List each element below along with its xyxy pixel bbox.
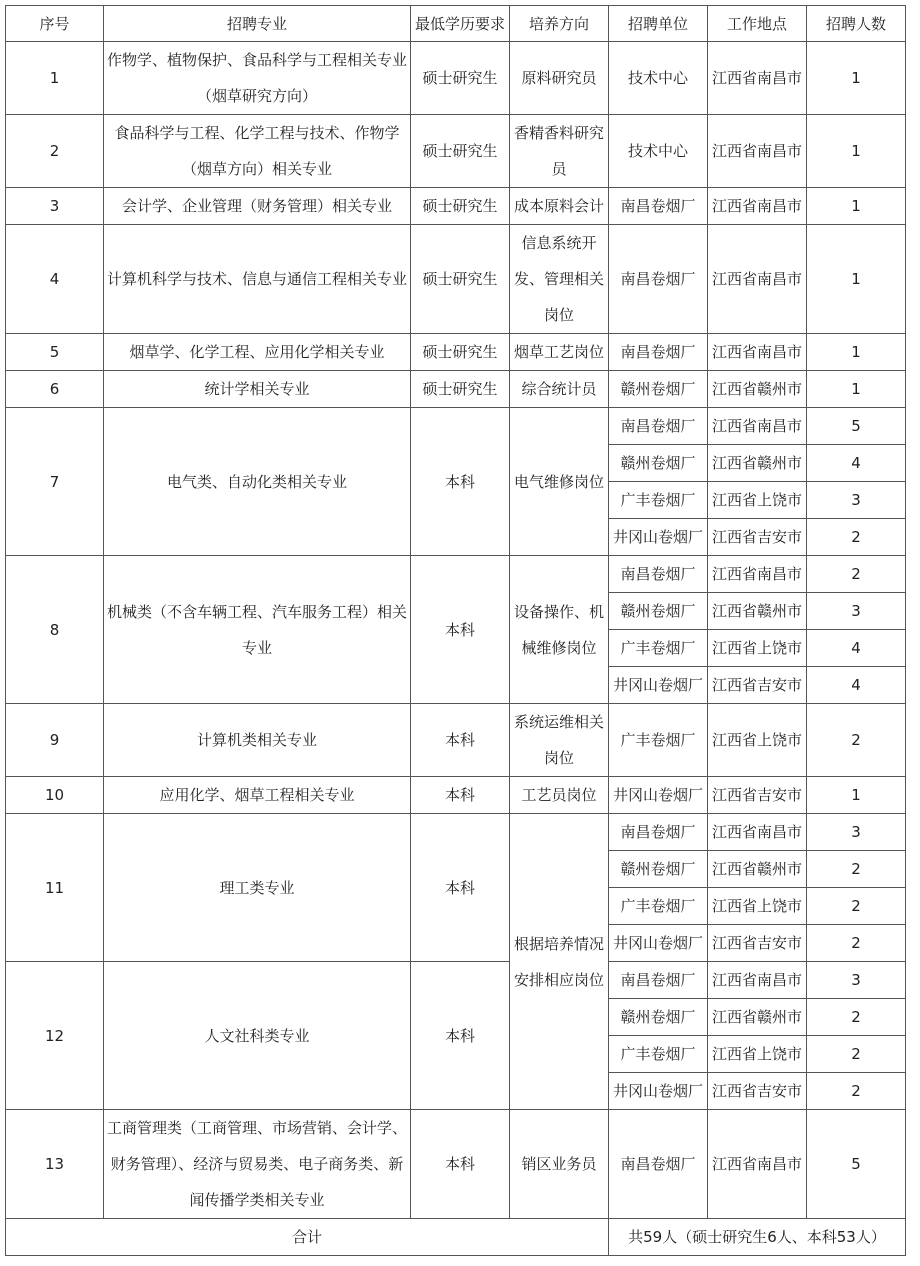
row-number: 6 xyxy=(6,371,104,408)
location-cell: 江西省赣州市 xyxy=(708,851,807,888)
count-cell: 1 xyxy=(807,42,906,115)
row-number: 8 xyxy=(6,556,104,704)
count-cell: 3 xyxy=(807,593,906,630)
col-count-header: 招聘人数 xyxy=(807,6,906,42)
count-cell: 3 xyxy=(807,962,906,999)
count-cell: 5 xyxy=(807,1110,906,1219)
row-number: 7 xyxy=(6,408,104,556)
location-cell: 江西省吉安市 xyxy=(708,777,807,814)
education-cell: 本科 xyxy=(411,777,510,814)
location-cell: 江西省南昌市 xyxy=(708,962,807,999)
unit-cell: 南昌卷烟厂 xyxy=(609,962,708,999)
count-cell: 4 xyxy=(807,667,906,704)
row-number: 9 xyxy=(6,704,104,777)
education-cell: 硕士研究生 xyxy=(411,334,510,371)
table-row xyxy=(6,42,906,115)
unit-cell: 南昌卷烟厂 xyxy=(609,556,708,593)
direction-cell: 工艺员岗位 xyxy=(510,777,609,814)
col-location-header: 工作地点 xyxy=(708,6,807,42)
table-row xyxy=(6,704,906,777)
table-row xyxy=(6,225,906,334)
count-cell: 2 xyxy=(807,888,906,925)
location-cell: 江西省赣州市 xyxy=(708,593,807,630)
row-number: 11 xyxy=(6,814,104,962)
unit-cell: 井冈山卷烟厂 xyxy=(609,519,708,556)
direction-cell: 成本原料会计 xyxy=(510,188,609,225)
location-cell: 江西省赣州市 xyxy=(708,371,807,408)
unit-cell: 南昌卷烟厂 xyxy=(609,225,708,334)
unit-cell: 广丰卷烟厂 xyxy=(609,888,708,925)
direction-cell: 信息系统开发、管理相关岗位 xyxy=(510,225,609,334)
total-label: 合计 xyxy=(6,1219,609,1256)
direction-cell: 综合统计员 xyxy=(510,371,609,408)
direction-cell: 系统运维相关岗位 xyxy=(510,704,609,777)
count-cell: 5 xyxy=(807,408,906,445)
education-cell: 本科 xyxy=(411,1110,510,1219)
count-cell: 2 xyxy=(807,519,906,556)
row-number: 5 xyxy=(6,334,104,371)
location-cell: 江西省南昌市 xyxy=(708,225,807,334)
location-cell: 江西省赣州市 xyxy=(708,999,807,1036)
location-cell: 江西省南昌市 xyxy=(708,42,807,115)
col-unit-header: 招聘单位 xyxy=(609,6,708,42)
direction-cell: 根据培养情况安排相应岗位 xyxy=(510,814,609,1110)
education-cell: 硕士研究生 xyxy=(411,188,510,225)
direction-cell: 原料研究员 xyxy=(510,42,609,115)
education-cell: 本科 xyxy=(411,962,510,1110)
unit-cell: 井冈山卷烟厂 xyxy=(609,925,708,962)
unit-cell: 赣州卷烟厂 xyxy=(609,851,708,888)
unit-cell: 广丰卷烟厂 xyxy=(609,630,708,667)
header-row xyxy=(6,6,906,42)
education-cell: 本科 xyxy=(411,814,510,962)
unit-cell: 广丰卷烟厂 xyxy=(609,482,708,519)
row-number: 3 xyxy=(6,188,104,225)
col-direction-header: 培养方向 xyxy=(510,6,609,42)
table-row xyxy=(6,962,906,999)
row-number: 12 xyxy=(6,962,104,1110)
table-row xyxy=(6,408,906,445)
location-cell: 江西省南昌市 xyxy=(708,814,807,851)
table-header xyxy=(6,6,906,42)
unit-cell: 赣州卷烟厂 xyxy=(609,371,708,408)
unit-cell: 广丰卷烟厂 xyxy=(609,1036,708,1073)
location-cell: 江西省南昌市 xyxy=(708,115,807,188)
unit-cell: 南昌卷烟厂 xyxy=(609,1110,708,1219)
location-cell: 江西省吉安市 xyxy=(708,1073,807,1110)
row-number: 1 xyxy=(6,42,104,115)
unit-cell: 井冈山卷烟厂 xyxy=(609,667,708,704)
count-cell: 4 xyxy=(807,445,906,482)
unit-cell: 南昌卷烟厂 xyxy=(609,408,708,445)
unit-cell: 南昌卷烟厂 xyxy=(609,334,708,371)
major-cell: 食品科学与工程、化学工程与技术、作物学（烟草方向）相关专业 xyxy=(104,115,411,188)
location-cell: 江西省吉安市 xyxy=(708,667,807,704)
location-cell: 江西省南昌市 xyxy=(708,556,807,593)
count-cell: 1 xyxy=(807,188,906,225)
direction-cell: 香精香料研究员 xyxy=(510,115,609,188)
table-row xyxy=(6,334,906,371)
row-number: 2 xyxy=(6,115,104,188)
direction-cell: 电气维修岗位 xyxy=(510,408,609,556)
count-cell: 1 xyxy=(807,371,906,408)
location-cell: 江西省南昌市 xyxy=(708,334,807,371)
count-cell: 2 xyxy=(807,1073,906,1110)
count-cell: 1 xyxy=(807,777,906,814)
location-cell: 江西省上饶市 xyxy=(708,482,807,519)
location-cell: 江西省南昌市 xyxy=(708,188,807,225)
count-cell: 2 xyxy=(807,851,906,888)
education-cell: 硕士研究生 xyxy=(411,42,510,115)
col-edu-header: 最低学历要求 xyxy=(411,6,510,42)
location-cell: 江西省上饶市 xyxy=(708,704,807,777)
education-cell: 本科 xyxy=(411,408,510,556)
major-cell: 烟草学、化学工程、应用化学相关专业 xyxy=(104,334,411,371)
count-cell: 2 xyxy=(807,556,906,593)
table-row xyxy=(6,371,906,408)
location-cell: 江西省南昌市 xyxy=(708,1110,807,1219)
table-footer xyxy=(6,1219,906,1256)
count-cell: 2 xyxy=(807,704,906,777)
major-cell: 机械类（不含车辆工程、汽车服务工程）相关专业 xyxy=(104,556,411,704)
count-cell: 2 xyxy=(807,999,906,1036)
major-cell: 统计学相关专业 xyxy=(104,371,411,408)
unit-cell: 技术中心 xyxy=(609,42,708,115)
count-cell: 1 xyxy=(807,115,906,188)
education-cell: 硕士研究生 xyxy=(411,115,510,188)
table-row xyxy=(6,556,906,593)
total-row xyxy=(6,1219,906,1256)
row-number: 13 xyxy=(6,1110,104,1219)
unit-cell: 赣州卷烟厂 xyxy=(609,593,708,630)
major-cell: 计算机类相关专业 xyxy=(104,704,411,777)
major-cell: 工商管理类（工商管理、市场营销、会计学、财务管理）、经济与贸易类、电子商务类、新闻传播学类相关专业 xyxy=(104,1110,411,1219)
location-cell: 江西省上饶市 xyxy=(708,1036,807,1073)
unit-cell: 赣州卷烟厂 xyxy=(609,999,708,1036)
unit-cell: 赣州卷烟厂 xyxy=(609,445,708,482)
table-body xyxy=(6,42,906,1219)
major-cell: 理工类专业 xyxy=(104,814,411,962)
col-major-header: 招聘专业 xyxy=(104,6,411,42)
major-cell: 会计学、企业管理（财务管理）相关专业 xyxy=(104,188,411,225)
unit-cell: 广丰卷烟厂 xyxy=(609,704,708,777)
education-cell: 本科 xyxy=(411,556,510,704)
unit-cell: 井冈山卷烟厂 xyxy=(609,1073,708,1110)
education-cell: 本科 xyxy=(411,704,510,777)
count-cell: 2 xyxy=(807,1036,906,1073)
location-cell: 江西省上饶市 xyxy=(708,888,807,925)
major-cell: 计算机科学与技术、信息与通信工程相关专业 xyxy=(104,225,411,334)
unit-cell: 南昌卷烟厂 xyxy=(609,188,708,225)
table-row xyxy=(6,188,906,225)
total-value: 共59人（硕士研究生6人、本科53人） xyxy=(609,1219,906,1256)
location-cell: 江西省南昌市 xyxy=(708,408,807,445)
major-cell: 应用化学、烟草工程相关专业 xyxy=(104,777,411,814)
count-cell: 4 xyxy=(807,630,906,667)
table-row xyxy=(6,115,906,188)
count-cell: 1 xyxy=(807,225,906,334)
major-cell: 电气类、自动化类相关专业 xyxy=(104,408,411,556)
row-number: 4 xyxy=(6,225,104,334)
direction-cell: 销区业务员 xyxy=(510,1110,609,1219)
location-cell: 江西省赣州市 xyxy=(708,445,807,482)
location-cell: 江西省上饶市 xyxy=(708,630,807,667)
major-cell: 作物学、植物保护、食品科学与工程相关专业（烟草研究方向） xyxy=(104,42,411,115)
count-cell: 3 xyxy=(807,482,906,519)
direction-cell: 设备操作、机械维修岗位 xyxy=(510,556,609,704)
table-row xyxy=(6,1110,906,1219)
recruitment-table xyxy=(5,5,906,1256)
unit-cell: 井冈山卷烟厂 xyxy=(609,777,708,814)
unit-cell: 技术中心 xyxy=(609,115,708,188)
major-cell: 人文社科类专业 xyxy=(104,962,411,1110)
row-number: 10 xyxy=(6,777,104,814)
count-cell: 1 xyxy=(807,334,906,371)
unit-cell: 南昌卷烟厂 xyxy=(609,814,708,851)
education-cell: 硕士研究生 xyxy=(411,225,510,334)
location-cell: 江西省吉安市 xyxy=(708,519,807,556)
direction-cell: 烟草工艺岗位 xyxy=(510,334,609,371)
location-cell: 江西省吉安市 xyxy=(708,925,807,962)
table-row xyxy=(6,814,906,851)
table-row xyxy=(6,777,906,814)
education-cell: 硕士研究生 xyxy=(411,371,510,408)
count-cell: 2 xyxy=(807,925,906,962)
col-no-header: 序号 xyxy=(6,6,104,42)
count-cell: 3 xyxy=(807,814,906,851)
